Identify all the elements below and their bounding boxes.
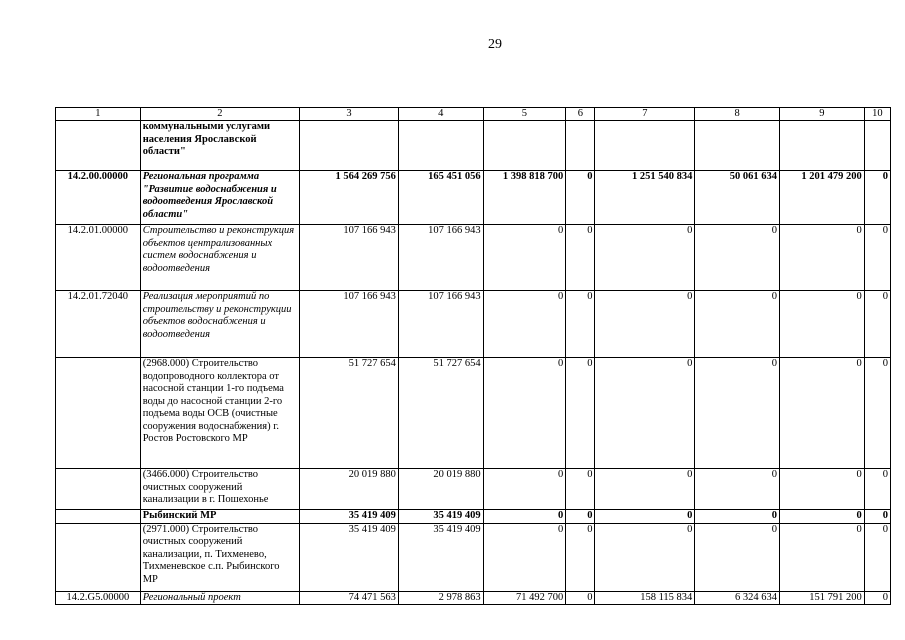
row-name: (2968.000) Строительство водопроводного коллектора от насосной станции 1-го подъема воды до насосной станции 2-го подъема воды ОСВ (очистные сооружения водоснабжения) г. Ростов Ростовского МР: [140, 358, 299, 469]
row-name: Рыбинский МР: [140, 510, 299, 524]
row-value: 0: [566, 523, 595, 591]
row-value: 0: [595, 225, 695, 291]
row-value: 0: [780, 469, 865, 510]
row-value: 0: [864, 171, 890, 225]
row-value: [695, 121, 780, 171]
row-value: 158 115 834: [595, 591, 695, 605]
row-value: 0: [864, 510, 890, 524]
row-value: 107 166 943: [398, 291, 483, 358]
row-name: коммунальными услугами населения Ярославской области": [140, 121, 299, 171]
row-value: 35 419 409: [398, 510, 483, 524]
column-header: 1: [56, 108, 141, 121]
row-value: 35 419 409: [300, 523, 399, 591]
row-value: 0: [483, 523, 566, 591]
column-header: 5: [483, 108, 566, 121]
row-name: (3466.000) Строительство очистных сооружений канализации в г. Пошехонье: [140, 469, 299, 510]
column-header: 9: [780, 108, 865, 121]
row-value: 0: [566, 510, 595, 524]
row-value: [864, 121, 890, 171]
row-code: [56, 121, 141, 171]
row-value: 20 019 880: [398, 469, 483, 510]
row-value: 0: [864, 523, 890, 591]
row-value: 1 201 479 200: [780, 171, 865, 225]
row-value: 35 419 409: [300, 510, 399, 524]
row-code: [56, 358, 141, 469]
row-value: 0: [780, 225, 865, 291]
row-value: 6 324 634: [695, 591, 780, 605]
row-value: 20 019 880: [300, 469, 399, 510]
table-row: [56, 171, 891, 225]
table-row: [56, 358, 891, 469]
row-value: 0: [780, 510, 865, 524]
row-value: 0: [483, 225, 566, 291]
row-value: 165 451 056: [398, 171, 483, 225]
table-row: [56, 523, 891, 591]
row-value: 71 492 700: [483, 591, 566, 605]
row-value: 0: [595, 523, 695, 591]
row-code: 14.2.00.00000: [56, 171, 141, 225]
page-number: 29: [488, 37, 502, 52]
row-value: 0: [483, 291, 566, 358]
row-value: 35 419 409: [398, 523, 483, 591]
row-value: 0: [566, 358, 595, 469]
row-value: 0: [695, 358, 780, 469]
row-value: 0: [695, 510, 780, 524]
table-row: [56, 291, 891, 358]
row-value: 0: [864, 469, 890, 510]
row-value: 0: [864, 225, 890, 291]
row-value: 0: [595, 469, 695, 510]
table-row: [56, 225, 891, 291]
row-value: 51 727 654: [300, 358, 399, 469]
row-value: 51 727 654: [398, 358, 483, 469]
row-value: 0: [566, 225, 595, 291]
row-value: 107 166 943: [300, 291, 399, 358]
row-value: 0: [595, 510, 695, 524]
row-value: [483, 121, 566, 171]
row-name: (2971.000) Строительство очистных сооружений канализации, п. Тихменево, Тихменевское с.п. Рыбинского МР: [140, 523, 299, 591]
table-header-row: [56, 108, 891, 121]
row-value: 0: [566, 291, 595, 358]
row-value: 0: [695, 469, 780, 510]
row-code: [56, 510, 141, 524]
row-name: Реализация мероприятий по строительству и реконструкции объектов водоснабжения и водоотведения: [140, 291, 299, 358]
table-row: [56, 510, 891, 524]
row-code: 14.2.G5.00000: [56, 591, 141, 605]
table-row: [56, 469, 891, 510]
row-value: 1 251 540 834: [595, 171, 695, 225]
row-value: [566, 121, 595, 171]
row-value: 0: [780, 291, 865, 358]
row-value: 0: [864, 358, 890, 469]
row-value: 0: [780, 523, 865, 591]
column-header: 4: [398, 108, 483, 121]
row-name: Строительство и реконструкция объектов централизованных систем водоснабжения и водоотведения: [140, 225, 299, 291]
row-value: 0: [483, 358, 566, 469]
row-value: 0: [695, 225, 780, 291]
column-header: 6: [566, 108, 595, 121]
row-code: [56, 469, 141, 510]
column-header: 8: [695, 108, 780, 121]
row-value: 0: [566, 591, 595, 605]
row-value: 107 166 943: [300, 225, 399, 291]
column-header: 3: [300, 108, 399, 121]
row-name: Региональная программа "Развитие водоснабжения и водоотведения Ярославской области": [140, 171, 299, 225]
row-value: 50 061 634: [695, 171, 780, 225]
table-row: [56, 591, 891, 605]
row-value: 1 564 269 756: [300, 171, 399, 225]
row-value: 151 791 200: [780, 591, 865, 605]
row-value: 0: [595, 291, 695, 358]
row-value: 1 398 818 700: [483, 171, 566, 225]
row-value: 0: [566, 171, 595, 225]
row-value: 107 166 943: [398, 225, 483, 291]
row-value: 74 471 563: [300, 591, 399, 605]
row-value: [398, 121, 483, 171]
row-value: 0: [780, 358, 865, 469]
budget-table: [55, 107, 891, 605]
row-value: 0: [695, 523, 780, 591]
row-value: [595, 121, 695, 171]
column-header: 10: [864, 108, 890, 121]
table-row: [56, 121, 891, 171]
row-value: 0: [483, 510, 566, 524]
row-value: [300, 121, 399, 171]
row-code: 14.2.01.72040: [56, 291, 141, 358]
row-value: 0: [864, 291, 890, 358]
row-value: 0: [695, 291, 780, 358]
row-name: Региональный проект: [140, 591, 299, 605]
row-code: 14.2.01.00000: [56, 225, 141, 291]
column-header: 7: [595, 108, 695, 121]
row-value: 0: [864, 591, 890, 605]
row-value: 0: [595, 358, 695, 469]
row-value: 0: [483, 469, 566, 510]
row-code: [56, 523, 141, 591]
column-header: 2: [140, 108, 299, 121]
row-value: [780, 121, 865, 171]
row-value: 0: [566, 469, 595, 510]
row-value: 2 978 863: [398, 591, 483, 605]
